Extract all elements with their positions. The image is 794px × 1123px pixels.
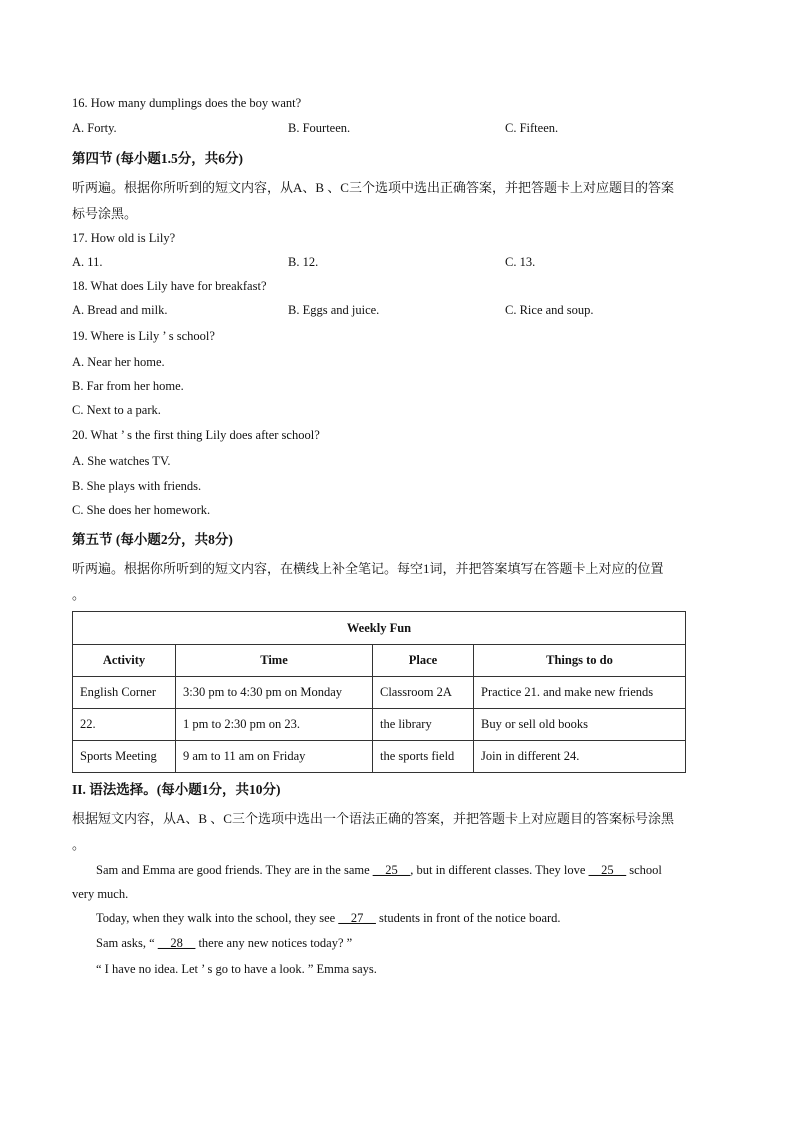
q19-option-a: A. Near her home. xyxy=(72,355,165,369)
passage-text: school xyxy=(626,863,662,877)
table-cell: 22. xyxy=(73,709,176,741)
table-cell: Sports Meeting xyxy=(73,741,176,773)
blank-27: __27__ xyxy=(338,911,376,925)
q20-option-c: C. She does her homework. xyxy=(72,503,211,517)
passage-paragraph-1-cont: very much. xyxy=(72,887,129,901)
table-cell: Classroom 2A xyxy=(373,677,474,709)
part2-heading: II. 语法选择。(每小题1分，共10分) xyxy=(72,782,281,797)
part2-instruction: 根据短文内容，从A、B 、C三个选项中选出一个语法正确的答案，并把答题卡上对应题目的答案标号涂黑 xyxy=(72,811,674,826)
section5-heading: 第五节 (每小题2分，共8分) xyxy=(72,532,233,547)
q18-option-b: B. Eggs and juice. xyxy=(288,303,380,317)
question-18: 18. What does Lily have for breakfast? xyxy=(72,279,267,293)
question-16: 16. How many dumplings does the boy want? xyxy=(72,96,302,110)
passage-text: Sam and Emma are good friends. They are in the same xyxy=(96,863,373,877)
q16-option-c: C. Fifteen. xyxy=(505,121,559,135)
table-cell: the sports field xyxy=(373,741,474,773)
table-cell: Join in different 24. xyxy=(474,741,686,773)
table-row xyxy=(73,709,686,741)
header-activity: Activity xyxy=(73,645,176,677)
table-cell: 9 am to 11 am on Friday xyxy=(176,741,373,773)
passage-text: there any new notices today? ” xyxy=(195,936,353,950)
weekly-fun-table xyxy=(72,611,686,773)
q17-option-b: B. 12. xyxy=(288,255,319,269)
q17-option-a: A. 11. xyxy=(72,255,103,269)
table-cell: Buy or sell old books xyxy=(474,709,686,741)
passage-text: Today, when they walk into the school, they see xyxy=(96,911,339,925)
passage-paragraph-2 xyxy=(96,911,561,926)
header-place: Place xyxy=(373,645,474,677)
passage-text: , but in different classes. They love xyxy=(410,863,589,877)
question-17: 17. How old is Lily? xyxy=(72,231,176,245)
q18-option-a: A. Bread and milk. xyxy=(72,303,168,317)
table-row xyxy=(73,741,686,773)
q18-option-c: C. Rice and soup. xyxy=(505,303,594,317)
part2-instruction-cont: 。 xyxy=(72,837,86,852)
passage-text: Sam asks, “ xyxy=(96,936,158,950)
table-title: Weekly Fun xyxy=(73,612,686,645)
table-cell: English Corner xyxy=(73,677,176,709)
question-20: 20. What ’ s the first thing Lily does after school? xyxy=(72,428,320,442)
table-cell: 3:30 pm to 4:30 pm on Monday xyxy=(176,677,373,709)
q20-option-a: A. She watches TV. xyxy=(72,454,171,468)
q16-option-a: A. Forty. xyxy=(72,121,117,135)
q17-option-c: C. 13. xyxy=(505,255,536,269)
header-time: Time xyxy=(176,645,373,677)
blank-28: __28__ xyxy=(157,936,196,950)
blank-25-second: __25__ xyxy=(588,863,627,877)
table-cell: the library xyxy=(373,709,474,741)
q19-option-b: B. Far from her home. xyxy=(72,379,184,393)
table-row xyxy=(73,677,686,709)
q20-option-b: B. She plays with friends. xyxy=(72,479,202,493)
q16-option-b: B. Fourteen. xyxy=(288,121,351,135)
passage-text: students in front of the notice board. xyxy=(375,911,561,925)
question-19: 19. Where is Lily ’ s school? xyxy=(72,329,215,343)
section5-instruction: 听两遍。根据你所听到的短文内容，在横线上补全笔记。每空1词，并把答案填写在答题卡上对应的位置 xyxy=(72,561,664,576)
table-cell: Practice 21. and make new friends xyxy=(474,677,686,709)
passage-paragraph-1 xyxy=(96,863,662,878)
header-things-to-do: Things to do xyxy=(474,645,686,677)
passage-paragraph-4: “ I have no idea. Let ’ s go to have a look. ” Emma says. xyxy=(96,962,377,976)
blank-25: __25__ xyxy=(372,863,411,877)
q19-option-c: C. Next to a park. xyxy=(72,403,161,417)
section4-instruction-cont: 标号涂黑。 xyxy=(72,206,138,221)
passage-paragraph-3 xyxy=(96,936,352,951)
section5-instruction-cont: 。 xyxy=(72,587,86,602)
table-cell: 1 pm to 2:30 pm on 23. xyxy=(176,709,373,741)
section4-instruction: 听两遍。根据你所听到的短文内容，从A、B 、C三个选项中选出正确答案，并把答题卡上对应题目的答案 xyxy=(72,180,674,195)
section4-heading: 第四节 (每小题1.5分，共6分) xyxy=(72,151,243,166)
